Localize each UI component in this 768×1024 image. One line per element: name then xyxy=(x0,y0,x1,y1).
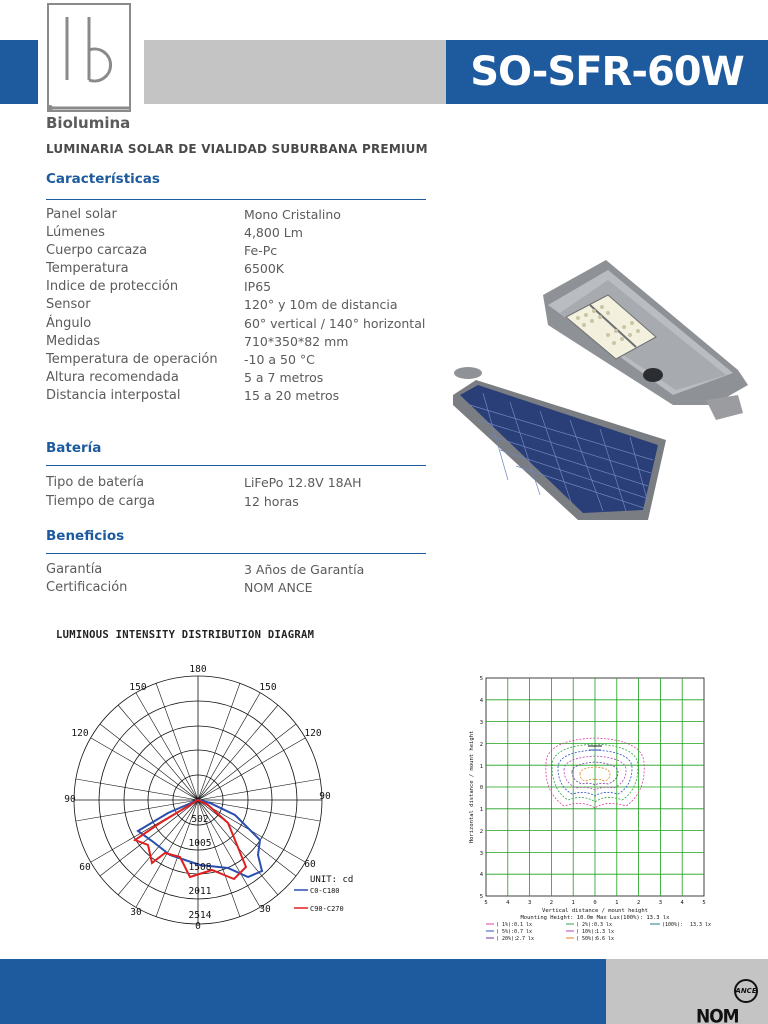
angle-label: 150 xyxy=(129,682,147,693)
spec-value: -10 a 50 °C xyxy=(244,352,315,367)
iso-legend-lx: 13.3 lx xyxy=(690,922,712,928)
spec-label: Altura recomendada xyxy=(46,370,179,385)
iso-ylabel: Horizontal distance / mount height xyxy=(469,730,475,844)
spec-value: 3 Años de Garantía xyxy=(244,562,365,577)
x-tick: 4 xyxy=(506,900,510,906)
nom-logo: NOM xyxy=(696,1006,739,1024)
spec-row xyxy=(46,370,446,388)
iso-legend-lx: 0.7 lx xyxy=(514,929,533,935)
spec-value: LiFePo 12.8V 18AH xyxy=(244,475,362,490)
ance-logo: ANCE xyxy=(734,979,758,1003)
spec-label: Ángulo xyxy=(46,316,92,331)
spec-label: Tipo de batería xyxy=(46,475,145,490)
spec-value: Fe-Pc xyxy=(244,243,278,258)
spec-label: Tiempo de carga xyxy=(46,494,155,509)
x-tick: 3 xyxy=(527,900,532,906)
spec-label: Medidas xyxy=(46,334,101,349)
section-title-bateria: Batería xyxy=(46,440,102,456)
spec-row xyxy=(46,562,446,580)
angle-label: 90 xyxy=(64,794,76,805)
isolux-diagram xyxy=(466,672,716,950)
product-image xyxy=(448,255,758,530)
spec-value: 60° vertical / 140° horizontal xyxy=(244,316,426,331)
y-tick: 0 xyxy=(479,785,483,791)
spec-row xyxy=(46,316,446,334)
x-tick: 4 xyxy=(680,900,684,906)
radial-label: 2011 xyxy=(188,886,212,897)
y-tick: 4 xyxy=(479,872,483,878)
iso-legend-lx: 2.7 lx xyxy=(516,936,535,942)
logo-b-icon xyxy=(49,5,129,110)
x-tick: 5 xyxy=(484,900,488,906)
angle-label: 0 xyxy=(195,921,201,932)
x-tick: 1 xyxy=(571,900,575,906)
spec-row xyxy=(46,279,446,297)
y-tick: 4 xyxy=(479,698,483,704)
iso-legend-lx: 0.3 lx xyxy=(594,922,613,928)
spec-row xyxy=(46,207,446,225)
spec-row xyxy=(46,225,446,243)
polar-diagram xyxy=(40,655,380,935)
angle-label: 30 xyxy=(259,904,271,915)
y-tick: 1 xyxy=(479,807,483,813)
spec-label: Sensor xyxy=(46,297,91,312)
radial-label: 502 xyxy=(191,814,209,825)
spec-label: Distancia interpostal xyxy=(46,388,181,403)
angle-label: 30 xyxy=(130,907,142,918)
model-title: SO-SFR-60W xyxy=(470,49,744,95)
iso-legend-pct: ( 20%): xyxy=(496,936,518,942)
legend-label-c90: C90-C270 xyxy=(310,905,344,913)
y-tick: 5 xyxy=(479,894,483,900)
spec-row xyxy=(46,475,446,493)
iso-legend-pct: ( 5%): xyxy=(496,929,515,935)
header-band-gray xyxy=(144,40,446,104)
spec-value: 4,800 Lm xyxy=(244,225,303,240)
spec-value: 5 a 7 metros xyxy=(244,370,324,385)
x-tick: 1 xyxy=(615,900,619,906)
y-tick: 3 xyxy=(479,851,483,857)
spec-value: IP65 xyxy=(244,279,272,294)
angle-label: 180 xyxy=(189,664,207,675)
iso-legend-lx: 0.1 lx xyxy=(514,922,533,928)
radial-label: 2514 xyxy=(188,910,212,921)
lamp-head xyxy=(543,260,748,420)
spec-label: Temperatura de operación xyxy=(46,352,218,367)
angle-label: 90 xyxy=(319,791,331,802)
spec-value: 15 a 20 metros xyxy=(244,388,340,403)
solar-panel xyxy=(453,367,666,520)
unit-label: UNIT: cd xyxy=(310,875,354,885)
spec-row xyxy=(46,494,446,512)
polar-diagram-title: LUMINOUS INTENSITY DISTRIBUTION DIAGRAM xyxy=(56,629,315,641)
spec-row xyxy=(46,388,446,406)
spec-value: 710*350*82 mm xyxy=(244,334,349,349)
x-tick: 2 xyxy=(636,900,641,906)
spec-label: Lúmenes xyxy=(46,225,105,240)
spec-row xyxy=(46,352,446,370)
iso-legend-pct: ( 1%): xyxy=(496,922,515,928)
iso-legend-pct: ( 50%): xyxy=(576,936,598,942)
section-title-caracteristicas: Características xyxy=(46,171,160,187)
angle-label: 150 xyxy=(259,682,277,693)
spec-label: Cuerpo carcaza xyxy=(46,243,148,258)
angle-label: 120 xyxy=(71,728,89,739)
brand-logo xyxy=(47,3,131,112)
y-tick: 2 xyxy=(479,829,483,835)
spec-label: Temperatura xyxy=(46,261,129,276)
iso-xlabel: Vertical distance / mount height xyxy=(542,908,648,914)
section-divider xyxy=(46,553,426,554)
spec-label: Panel solar xyxy=(46,207,117,222)
iso-info: Mounting Height: 10.0m Max Lux(100%): 13.3 lx xyxy=(520,915,670,921)
legend-label-c0: C0-C180 xyxy=(310,887,340,895)
spec-label: Certificación xyxy=(46,580,128,595)
y-tick: 5 xyxy=(479,676,483,682)
section-divider xyxy=(46,465,426,466)
spec-row xyxy=(46,243,446,261)
radial-label: 1508 xyxy=(188,862,212,873)
spec-row xyxy=(46,297,446,315)
spec-value: 6500K xyxy=(244,261,285,276)
spec-label: Indice de protección xyxy=(46,279,179,294)
spec-value: Mono Cristalino xyxy=(244,207,341,222)
y-tick: 1 xyxy=(479,764,483,770)
brand-name: Biolumina xyxy=(46,114,131,132)
section-title-beneficios: Beneficios xyxy=(46,528,125,544)
spec-label: Garantía xyxy=(46,562,103,577)
section-divider xyxy=(46,199,426,200)
angle-label: 120 xyxy=(304,728,322,739)
x-tick: 2 xyxy=(549,900,554,906)
spec-row xyxy=(46,334,446,352)
product-subtitle: LUMINARIA SOLAR DE VIALIDAD SUBURBANA PREMIUM xyxy=(46,142,428,156)
angle-label: 60 xyxy=(79,862,91,873)
footer-band-blue xyxy=(0,959,606,1024)
iso-legend-lx: 6.6 lx xyxy=(596,936,615,942)
iso-legend-lx: 1.3 lx xyxy=(596,929,615,935)
iso-legend-pct: ( 10%): xyxy=(576,929,598,935)
spec-value: 120° y 10m de distancia xyxy=(244,297,398,312)
y-tick: 3 xyxy=(479,720,483,726)
angle-label: 60 xyxy=(304,859,316,870)
y-tick: 2 xyxy=(479,742,483,748)
spec-row xyxy=(46,580,446,598)
header-band-left xyxy=(0,40,38,104)
spec-value: NOM ANCE xyxy=(244,580,313,595)
spec-value: 12 horas xyxy=(244,494,299,509)
iso-legend-pct: (100%): xyxy=(662,922,684,928)
x-tick: 0 xyxy=(593,900,597,906)
x-tick: 3 xyxy=(658,900,663,906)
x-tick: 5 xyxy=(702,900,706,906)
radial-label: 1005 xyxy=(188,838,212,849)
spec-row xyxy=(46,261,446,279)
iso-legend-pct: ( 2%): xyxy=(576,922,595,928)
